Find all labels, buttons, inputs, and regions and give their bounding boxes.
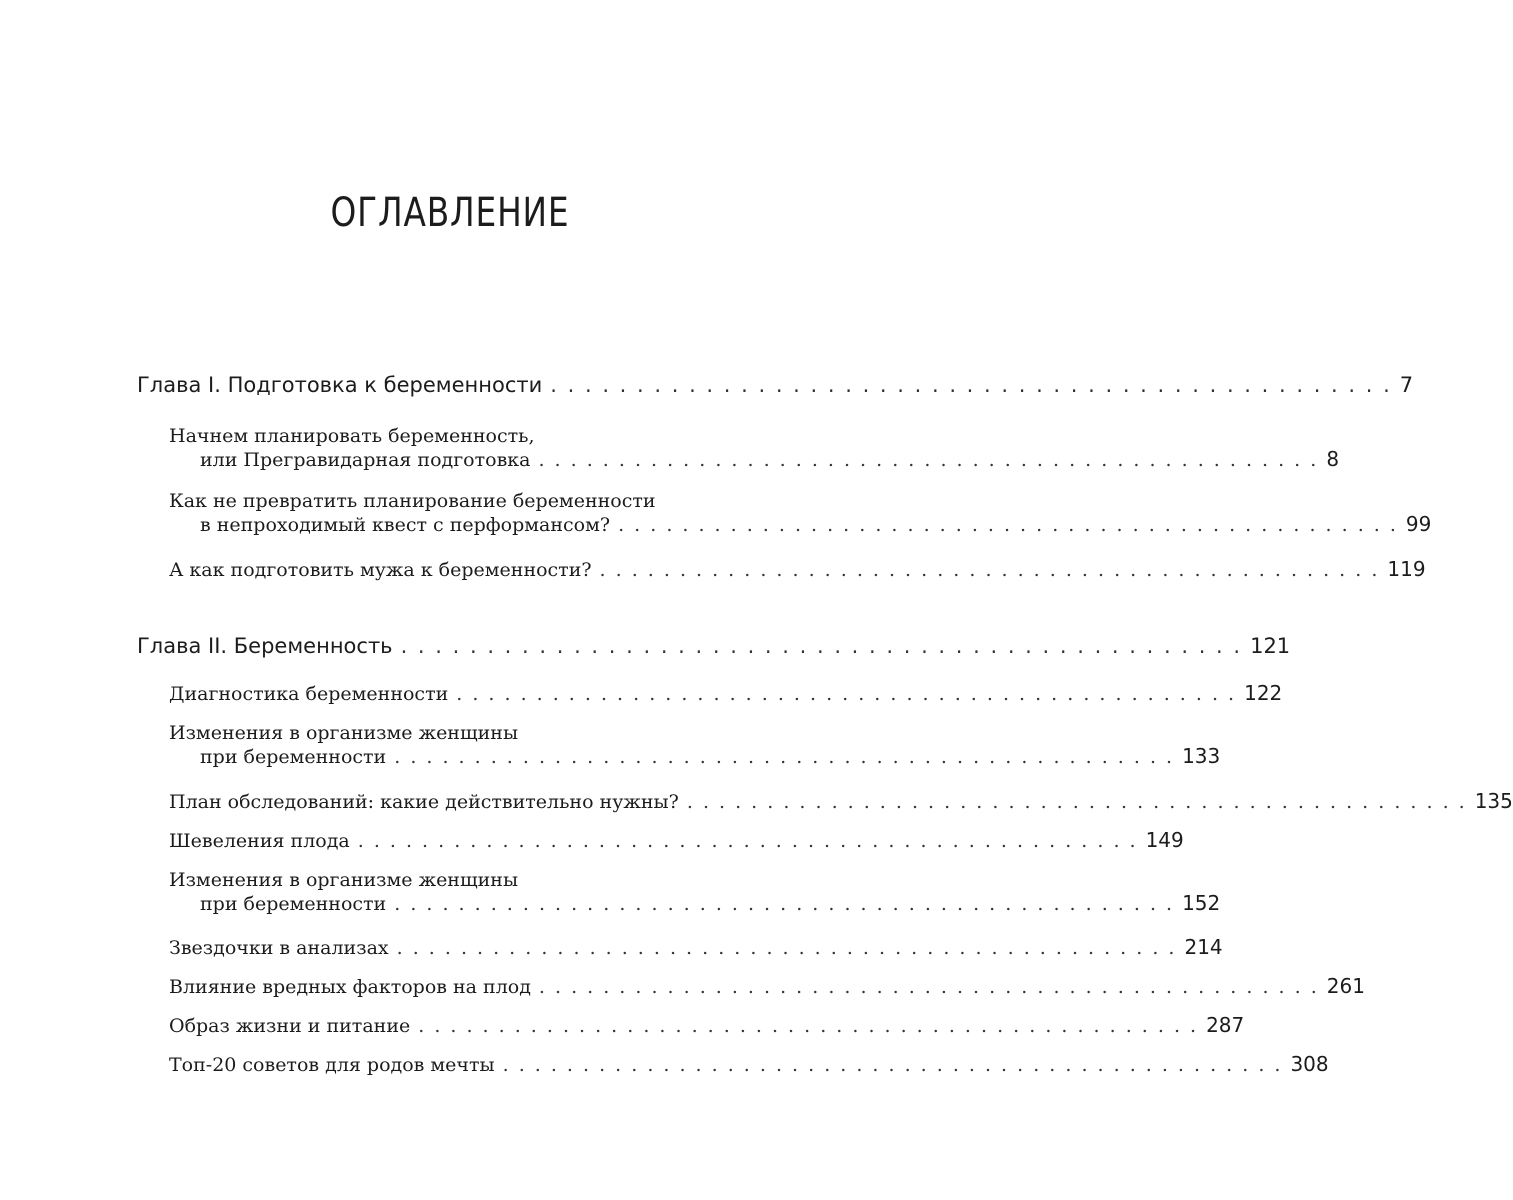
section-1-1-page: 8 [1326,447,1340,471]
section-2-6-label: Звездочки в анализах [169,937,389,959]
leader-dots: . . . . . . . . . . . . . . . . . . . . . . . . . . . . . . . . . . . . . . . . . . . . . . . . . [394,746,1175,768]
section-2-1-page: 122 [1244,681,1283,705]
page-title: ОГЛАВЛЕНИЕ [330,190,570,236]
toc-section-1-3[interactable] [0,557,1426,581]
toc-section-2-5[interactable] [0,869,1221,915]
section-2-2-line2: при беременности [200,746,387,768]
section-2-6-page: 214 [1184,935,1223,959]
leader-dots: . . . . . . . . . . . . . . . . . . . . . . . . . . . . . . . . . . . . . . . . . . . . . . . . . [618,514,1398,536]
toc-section-1-2[interactable] [0,490,1432,536]
leader-dots: . . . . . . . . . . . . . . . . . . . . . . . . . . . . . . . . . . . . . . . . . . . . . . . . . [538,449,1319,471]
section-1-3-label: А как подготовить мужа к беременности? [169,559,592,581]
section-2-9-page: 308 [1290,1052,1329,1076]
leader-dots: . . . . . . . . . . . . . . . . . . . . . . . . . . . . . . . . . . . . . . . . . . . . . . . . . [357,830,1138,852]
leader-dots: . . . . . . . . . . . . . . . . . . . . . . . . . . . . . . . . . . . . . . . . . . . . . . . . . [400,634,1243,658]
section-1-2-line1: Как не превратить планирование беременности [169,490,656,512]
chapter-1-label: Глава I. Подготовка к беременности [137,373,543,397]
toc-section-1-1[interactable] [0,425,1340,471]
section-2-8-page: 287 [1206,1013,1245,1037]
section-2-2-page: 133 [1182,744,1221,768]
leader-dots: . . . . . . . . . . . . . . . . . . . . . . . . . . . . . . . . . . . . . . . . . . . . . . . . . [502,1054,1283,1076]
section-1-3-page: 119 [1387,557,1426,581]
leader-dots: . . . . . . . . . . . . . . . . . . . . . . . . . . . . . . . . . . . . . . . . . . . . . . . . . [456,683,1237,705]
section-2-7-label: Влияние вредных факторов на плод [169,976,531,998]
section-1-2-page: 99 [1405,512,1432,536]
section-2-8-label: Образ жизни и питание [169,1015,411,1037]
leader-dots: . . . . . . . . . . . . . . . . . . . . . . . . . . . . . . . . . . . . . . . . . . . . . . . . . [599,559,1380,581]
toc-chapter-1[interactable] [0,373,1414,397]
section-2-2-line1: Изменения в организме женщины [169,722,519,744]
leader-dots: . . . . . . . . . . . . . . . . . . . . . . . . . . . . . . . . . . . . . . . . . . . . . . . . . [686,791,1467,813]
section-2-4-label: Шевеления плода [169,830,350,852]
leader-dots: . . . . . . . . . . . . . . . . . . . . . . . . . . . . . . . . . . . . . . . . . . . . . . . . . [538,976,1319,998]
leader-dots: . . . . . . . . . . . . . . . . . . . . . . . . . . . . . . . . . . . . . . . . . . . . . . . . . [396,937,1177,959]
section-1-1-line1: Начнем планировать беременность, [169,425,535,447]
toc-section-2-8[interactable] [0,1013,1245,1037]
section-2-9-label: Топ-20 советов для родов мечты [169,1054,495,1076]
chapter-1-page: 7 [1399,373,1414,397]
chapter-2-page: 121 [1250,634,1291,658]
section-2-7-page: 261 [1326,974,1365,998]
toc-section-2-9[interactable] [0,1052,1329,1076]
toc-section-2-7[interactable] [0,974,1365,998]
chapter-2-label: Глава II. Беременность [137,634,393,658]
toc-section-2-2[interactable] [0,722,1221,768]
section-2-5-line1: Изменения в организме женщины [169,869,519,891]
section-2-5-page: 152 [1182,891,1221,915]
leader-dots: . . . . . . . . . . . . . . . . . . . . . . . . . . . . . . . . . . . . . . . . . . . . . . . . . [550,373,1392,397]
section-2-5-line2: при беременности [200,893,387,915]
section-2-1-label: Диагностика беременности [169,683,449,705]
toc-section-2-3[interactable] [0,789,1513,813]
section-1-2-line2: в непроходимый квест с перформансом? [200,514,611,536]
toc-section-2-1[interactable] [0,681,1283,705]
leader-dots: . . . . . . . . . . . . . . . . . . . . . . . . . . . . . . . . . . . . . . . . . . . . . . . . . [418,1015,1199,1037]
section-2-3-label: План обследований: какие действительно нужны? [169,791,679,813]
toc-section-2-4[interactable] [0,828,1184,852]
section-1-1-line2: или Прегравидарная подготовка [200,449,531,471]
leader-dots: . . . . . . . . . . . . . . . . . . . . . . . . . . . . . . . . . . . . . . . . . . . . . . . . . [394,893,1175,915]
toc-chapter-2[interactable] [0,634,1291,658]
section-2-4-page: 149 [1145,828,1184,852]
section-2-3-page: 135 [1474,789,1513,813]
toc-section-2-6[interactable] [0,935,1223,959]
